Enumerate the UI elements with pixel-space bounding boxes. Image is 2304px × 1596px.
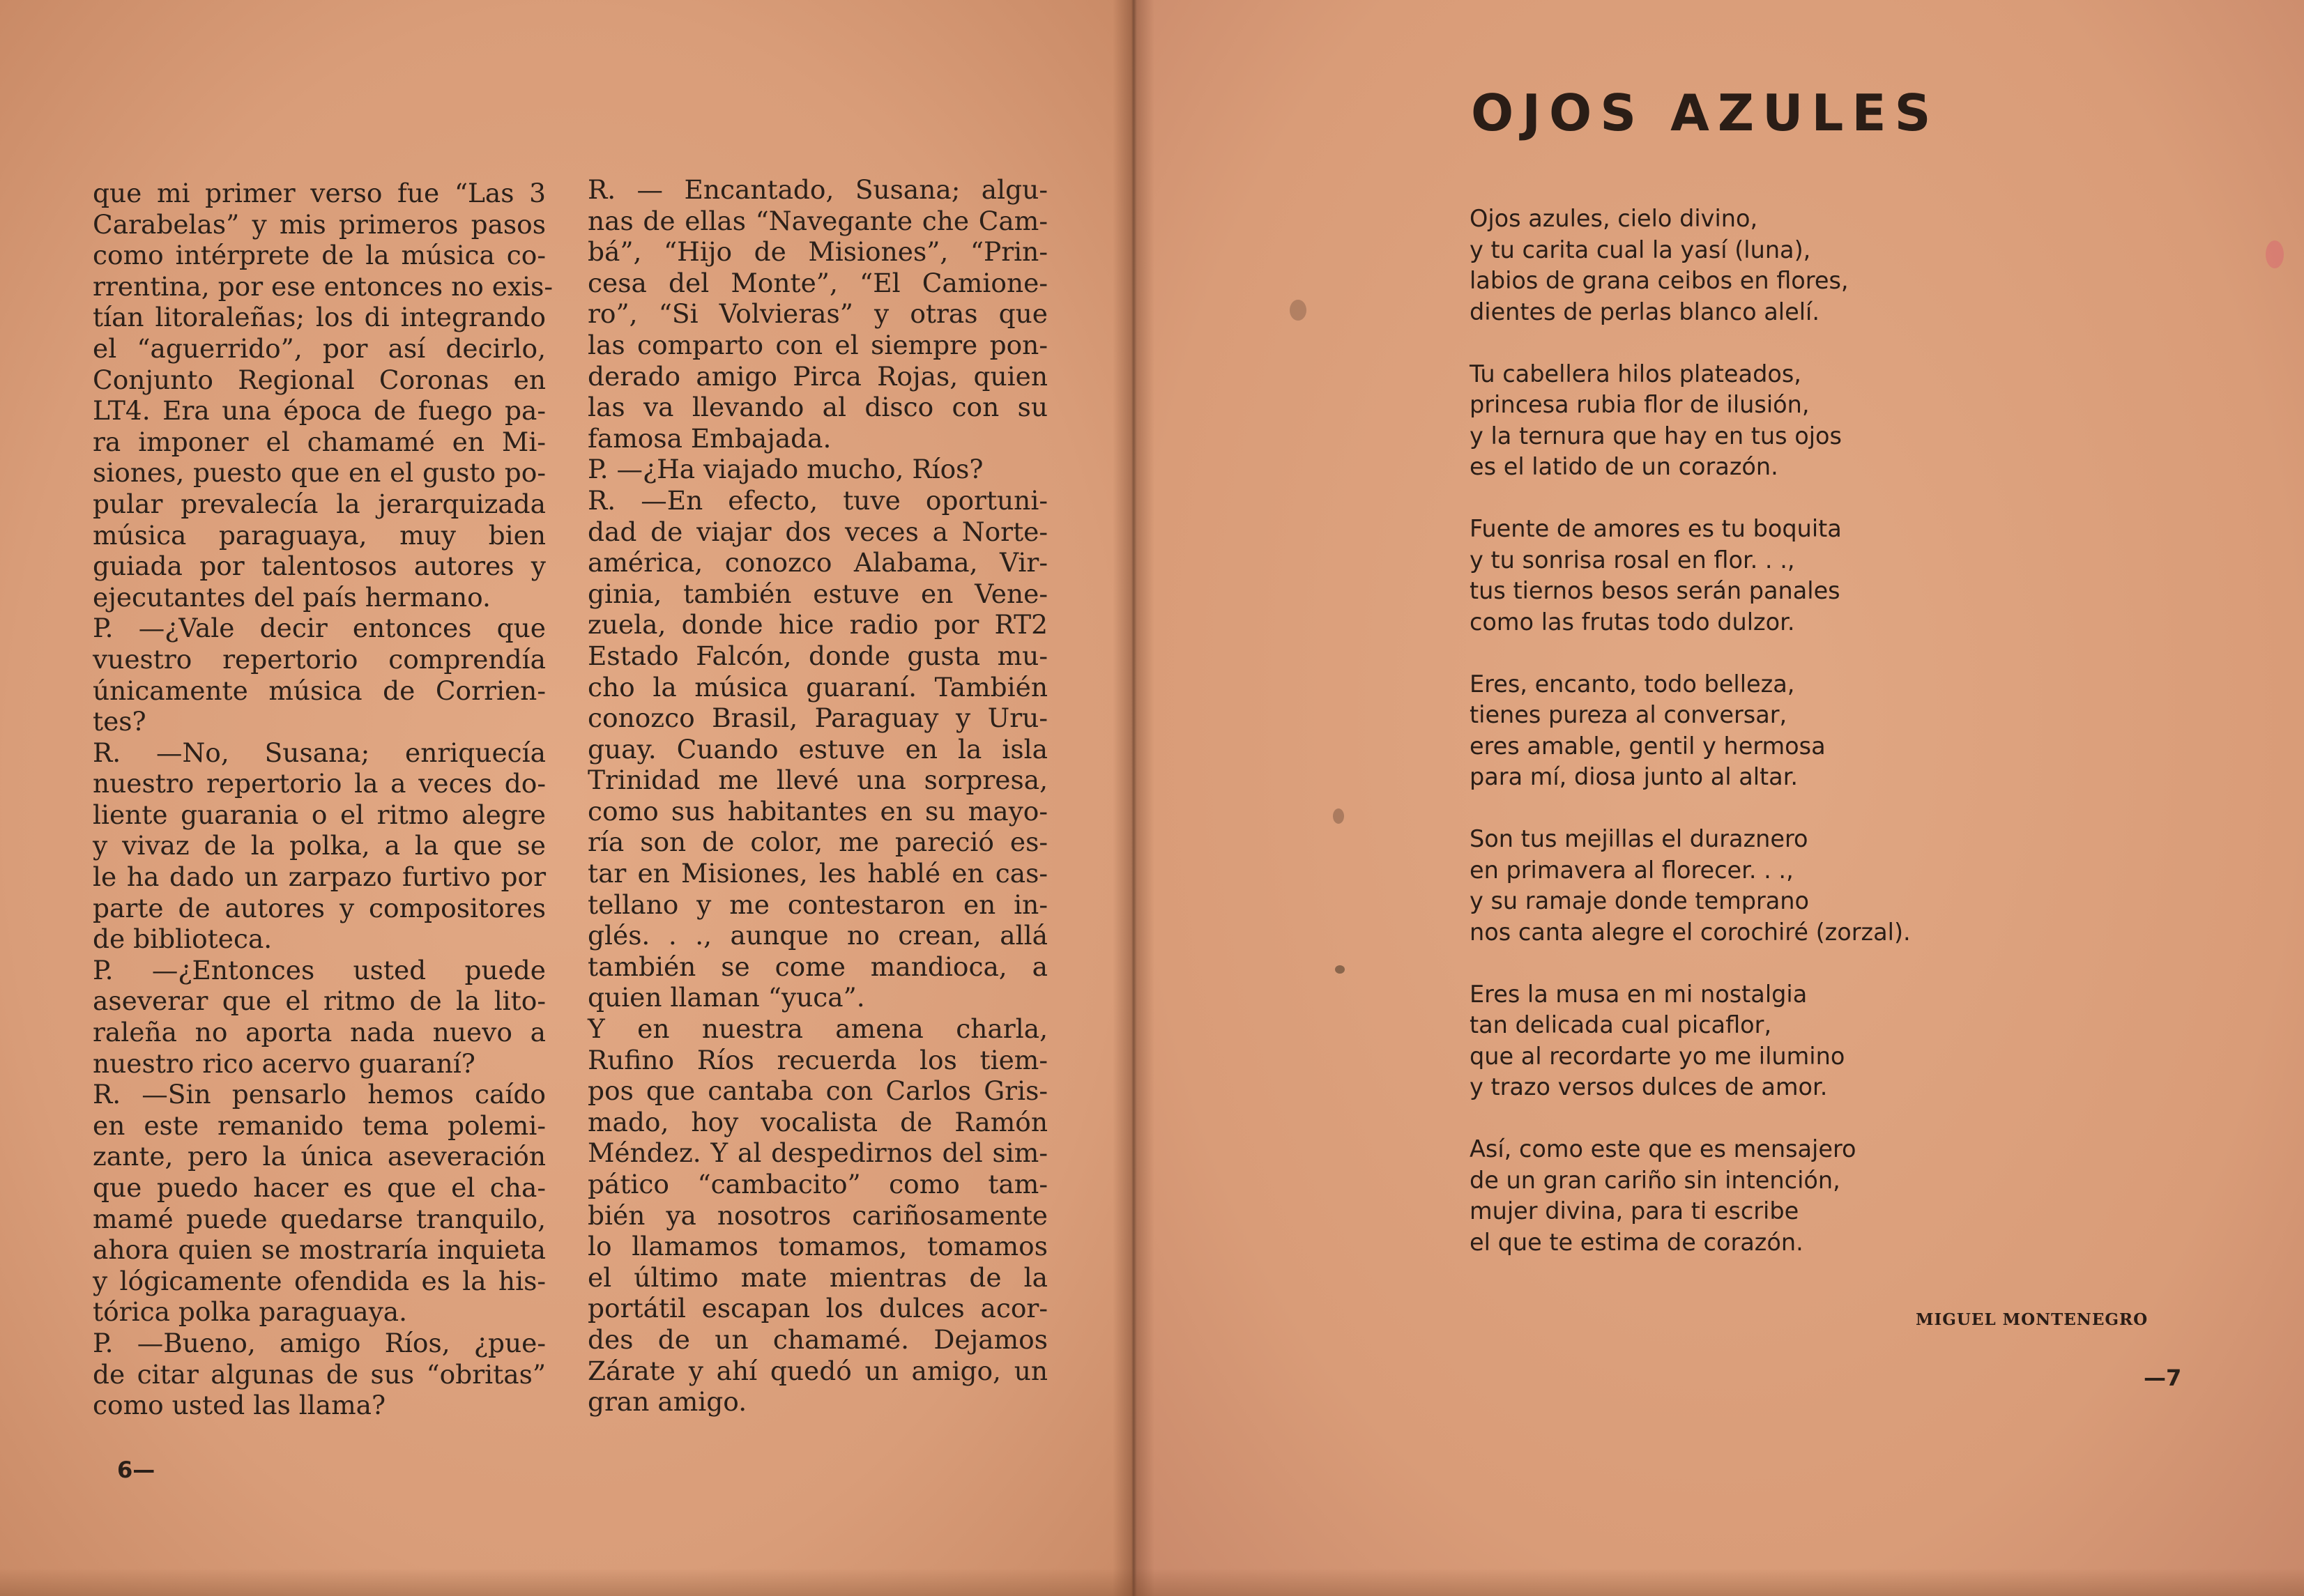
poem-verse: y su ramaje donde temprano [1470, 887, 1810, 914]
text-line: en este remanido tema polemi- [93, 1110, 546, 1141]
text-line: ría son de color, me pareció es- [588, 827, 1048, 858]
ink-spot [1333, 808, 1344, 824]
poem-verse: dientes de perlas blanco alelí. [1470, 298, 1819, 325]
text-line: R. —No, Susana; enriquecía [93, 737, 546, 768]
text-line: P. —¿Ha viajado mucho, Ríos? [588, 454, 984, 485]
text-line: lo llamamos tomamos, tomamos [588, 1231, 1048, 1262]
text-line: tórica polka paraguaya. [93, 1296, 408, 1328]
text-line: Carabelas” y mis primeros pasos [93, 208, 546, 240]
text-line: P. —¿Entonces usted puede [93, 954, 546, 985]
text-line: también se come mandioca, a [588, 951, 1048, 982]
poem-stanza [1470, 979, 2041, 1103]
text-line: P. —Bueno, amigo Ríos, ¿pue- [93, 1327, 546, 1358]
text-line: portátil escapan los dulces acor- [588, 1293, 1048, 1324]
text-line: R. — Encantado, Susana; algu- [588, 174, 1048, 205]
text-line: Trinidad me llevé una sorpresa, [588, 765, 1048, 796]
text-line: Y en nuestra amena charla, [588, 1013, 1048, 1045]
text-line: siones, puesto que en el gusto po- [93, 457, 546, 489]
text-line: Estado Falcón, donde gusta mu- [588, 640, 1048, 671]
text-line: liente guarania o el ritmo alegre [93, 799, 546, 830]
poem-verse: Fuente de amores es tu boquita [1470, 515, 1842, 542]
text-line: le ha dado un zarpazo furtivo por [93, 861, 546, 893]
poem-stanza [1470, 824, 2041, 948]
text-line: mado, hoy vocalista de Ramón [588, 1106, 1048, 1137]
poem-verse: y tu sonrisa rosal en flor. . ., [1470, 546, 1795, 574]
text-line: vuestro repertorio comprendía [93, 643, 546, 675]
text-line: que mi primer verso fue “Las 3 [93, 178, 546, 208]
text-line: ra imponer el chamamé en Mi- [93, 426, 546, 457]
poem-verse: el que te estima de corazón. [1470, 1228, 1803, 1256]
text-line: de biblioteca. [93, 923, 273, 955]
text-line: quien llaman “yuca”. [588, 982, 865, 1013]
text-line: y vivaz de la polka, a la que se [93, 830, 546, 861]
ink-spot [2266, 240, 2284, 268]
text-line: nas de ellas “Navegante che Cam- [588, 205, 1048, 236]
text-line: Conjunto Regional Coronas en [93, 364, 546, 395]
page-number-right: —7 [2144, 1365, 2182, 1391]
poem-verse: Tu cabellera hilos plateados, [1470, 360, 1801, 388]
text-line: cesa del Monte”, “El Camione- [588, 267, 1048, 298]
text-line: ginia, también estuve en Vene- [588, 578, 1048, 609]
poem-stanza [1470, 514, 2041, 638]
left-text-column-1 [93, 178, 553, 1421]
text-line: ahora quien se mostraría inquieta [93, 1234, 546, 1266]
poem-verse: como las frutas todo dulzor. [1470, 608, 1795, 636]
text-line: tes? [93, 706, 146, 737]
text-line: famosa Embajada. [588, 422, 832, 454]
text-line: bá”, “Hijo de Misiones”, “Prin- [588, 236, 1048, 268]
poem-stanza [1470, 1134, 2041, 1258]
text-line: nuestro rico acervo guaraní? [93, 1048, 475, 1079]
poem-author: MIGUEL MONTENEGRO [1916, 1310, 2149, 1329]
poem-verse: tienes pureza al conversar, [1470, 701, 1787, 728]
text-line: R. —En efecto, tuve oportuni- [588, 484, 1048, 516]
ink-spot [1290, 300, 1306, 321]
text-line: tar en Misiones, les hablé en cas- [588, 858, 1048, 889]
text-line: de citar algunas de sus “obritas” [93, 1358, 546, 1390]
poem-verse: para mí, diosa junto al altar. [1470, 763, 1799, 790]
text-line: y lógicamente ofendida es la his- [93, 1265, 546, 1296]
poem-verse: mujer divina, para ti escribe [1470, 1197, 1799, 1225]
text-line: zante, pero la única aseveración [93, 1141, 546, 1172]
poem-verse: eres amable, gentil y hermosa [1470, 732, 1826, 760]
poem-body [1470, 204, 2041, 1289]
text-line: rrentina, por ese entonces no exis- [93, 270, 553, 302]
poem-verse: tan delicada cual picaflor, [1470, 1011, 1772, 1038]
poem-verse: labios de grana ceibos en flores, [1470, 267, 1849, 294]
text-line: zuela, donde hice radio por RT2 [588, 609, 1048, 640]
poem-verse: que al recordarte yo me ilumino [1470, 1042, 1845, 1070]
page-number-left: 6— [117, 1457, 155, 1483]
text-line: parte de autores y compositores [93, 892, 546, 923]
poem-verse: en primavera al florecer. . ., [1470, 856, 1794, 884]
text-line: pático “cambacito” como tam- [588, 1169, 1048, 1199]
poem-verse: Son tus mejillas el duraznero [1470, 825, 1808, 852]
poem-verse: princesa rubia flor de ilusión, [1470, 391, 1810, 418]
text-line: Zárate y ahí quedó un amigo, un [588, 1355, 1048, 1386]
text-line: pular prevalecía la jerarquizada [93, 488, 546, 519]
text-line: P. —¿Vale decir entonces que [93, 613, 546, 644]
text-line: únicamente música de Corrien- [93, 675, 546, 706]
text-line: como sus habitantes en su mayo- [588, 795, 1048, 827]
text-line: américa, conozco Alabama, Vir- [588, 547, 1048, 578]
text-line: derado amigo Pirca Rojas, quien [588, 360, 1048, 392]
text-line: conozco Brasil, Paraguay y Uru- [588, 703, 1048, 734]
text-line: gran amigo. [588, 1386, 747, 1418]
text-line: glés. . ., aunque no crean, allá [588, 920, 1048, 951]
text-line: que puedo hacer es que el cha- [93, 1172, 546, 1203]
text-line: nuestro repertorio la a veces do- [93, 768, 546, 799]
poem-verse: Eres la musa en mi nostalgia [1470, 980, 1808, 1008]
book-spine [1113, 0, 1154, 1596]
poem-verse: Ojos azules, cielo divino, [1470, 205, 1758, 232]
poem-verse: Eres, encanto, todo belleza, [1470, 670, 1795, 698]
text-line: mamé puede quedarse tranquilo, [93, 1203, 546, 1234]
text-line: las comparto con el siempre pon- [588, 329, 1048, 360]
text-line: cho la música guaraní. También [588, 671, 1048, 703]
text-line: como intérprete de la música co- [93, 240, 546, 271]
text-line: LT4. Era una época de fuego pa- [93, 395, 546, 427]
poem-verse: es el latido de un corazón. [1470, 453, 1778, 480]
poem-verse: Así, como este que es mensajero [1470, 1135, 1856, 1163]
text-line: tellano y me contestaron en in- [588, 889, 1048, 920]
poem-verse: tus tiernos besos serán panales [1470, 577, 1840, 604]
text-line: guay. Cuando estuve en la isla [588, 733, 1048, 765]
text-line: Méndez. Y al despedirnos del sim- [588, 1137, 1048, 1169]
text-line: ejecutantes del país hermano. [93, 581, 491, 613]
text-line: tían litoraleñas; los di integrando [93, 302, 546, 333]
poem-verse: y tu carita cual la yasí (luna), [1470, 236, 1811, 263]
ink-spot [1335, 965, 1345, 974]
text-line: R. —Sin pensarlo hemos caído [93, 1079, 546, 1110]
text-line: como usted las llama? [93, 1390, 386, 1421]
text-line: el último mate mientras de la [588, 1261, 1048, 1293]
text-line: bién ya nosotros cariñosamente [588, 1199, 1048, 1231]
poem-stanza [1470, 204, 2041, 328]
left-text-column-2 [588, 174, 1048, 1418]
poem-verse: y la ternura que hay en tus ojos [1470, 422, 1843, 450]
text-line: raleña no aporta nada nuevo a [93, 1017, 546, 1048]
poem-stanza [1470, 359, 2041, 483]
poem-verse: nos canta alegre el corochiré (zorzal). [1470, 918, 1911, 946]
text-line: ro”, “Si Volvieras” y otras que [588, 298, 1048, 330]
text-line: aseverar que el ritmo de la lito- [93, 985, 546, 1017]
text-line: las va llevando al disco con su [588, 392, 1048, 423]
text-line: dad de viajar dos veces a Norte- [588, 516, 1048, 547]
text-line: guiada por talentosos autores y [93, 551, 546, 582]
text-line: música paraguaya, muy bien [93, 519, 546, 551]
poem-verse: de un gran cariño sin intención, [1470, 1166, 1840, 1194]
text-line: des de un chamamé. Dejamos [588, 1323, 1048, 1355]
poem-stanza [1470, 669, 2041, 793]
text-line: Rufino Ríos recuerda los tiem- [588, 1044, 1048, 1075]
text-line: pos que cantaba con Carlos Gris- [588, 1075, 1048, 1107]
page-edge-shadow [0, 1568, 2304, 1596]
text-line: el “aguerrido”, por así decirlo, [93, 332, 546, 364]
poem-verse: y trazo versos dulces de amor. [1470, 1073, 1828, 1100]
poem-title: OJOS AZULES [1471, 84, 1939, 142]
